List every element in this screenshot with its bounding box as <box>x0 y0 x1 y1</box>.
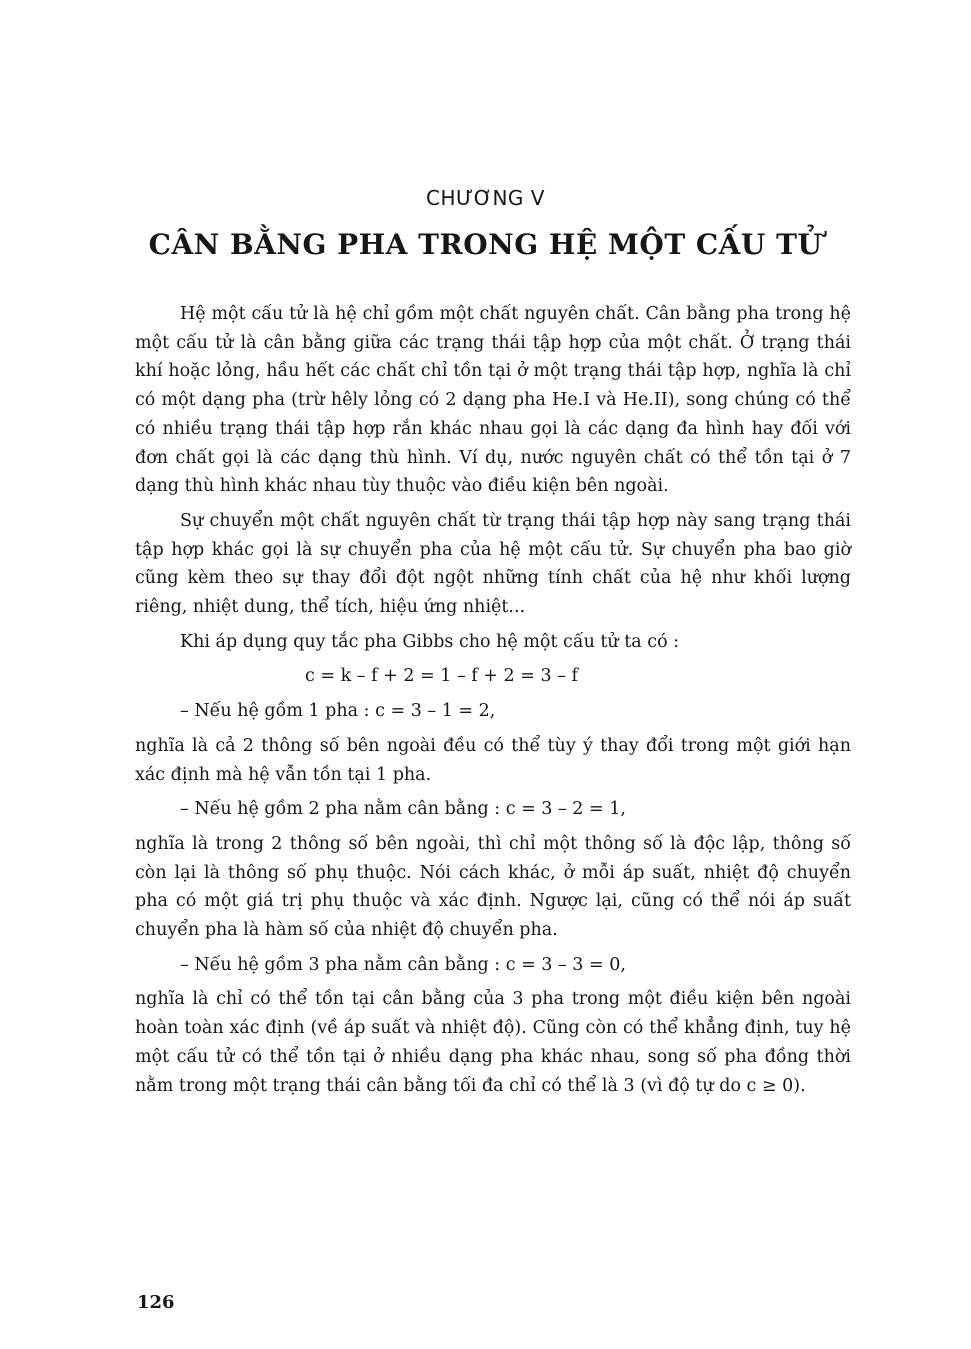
paragraph-three-phases-explanation: nghĩa là chỉ có thể tồn tại cân bằng của 3 pha trong một điều kiện bên ngoài hoàn toàn xác định (về áp suất và nhiệt độ). Cũng còn có thể khẳng định, tuy hệ một cấu tử có thể tồn tại ở nhiều dạng pha khác nhau, song số pha đồng thời nằm trong một trạng thái cân bằng tối đa chỉ có thể là 3 (vì độ tự do c ≥ 0). <box>135 989 851 1096</box>
paragraph-phase-transition: Sự chuyển một chất nguyên chất từ trạng thái tập hợp này sang trạng thái tập hợp khác gọi là sự chuyển pha của hệ một cấu tử. Sự chuyển pha bao giờ cũng kèm theo sự thay đổi đột ngột những tính chất của hệ như khối lượng riêng, nhiệt dung, thể tích, hiệu ứng nhiệt... <box>135 510 851 618</box>
paragraph-intro: Hệ một cấu tử là hệ chỉ gồm một chất nguyên chất. Cân bằng pha trong hệ một cấu tử là cân bằng giữa các trạng thái tập hợp của một chất. Ở trạng thái khí hoặc lỏng, hầu hết các chất chỉ tồn tại ở một trạng thái tập hợp, nghĩa là chỉ có một dạng pha (trừ hêly lỏng có 2 dạng pha He.I và He.II), song chúng có thể có nhiều trạng thái tập hợp rắn khác nhau gọi là các dạng đa hình hay đối với đơn chất gọi là các dạng thù hình. Ví dụ, nước nguyên chất có thể tồn tại ở 7 dạng thù hình khác nhau tùy thuộc vào điều kiện bên ngoài. <box>135 304 851 497</box>
case-two-phases: – Nếu hệ gồm 2 pha nằm cân bằng : c = 3 – 2 = 1, <box>180 799 626 820</box>
paragraph-one-phase-explanation: nghĩa là cả 2 thông số bên ngoài đều có thể tùy ý thay đổi trong một giới hạn xác định mà hệ vẫn tồn tại 1 pha. <box>135 735 851 785</box>
case-one-phase: – Nếu hệ gồm 1 pha : c = 3 – 1 = 2, <box>180 701 496 722</box>
paragraph-gibbs-rule: Khi áp dụng quy tắc pha Gibbs cho hệ một cấu tử ta có : <box>180 631 680 652</box>
paragraph-two-phases-explanation: nghĩa là trong 2 thông số bên ngoài, thì chỉ một thông số là độc lập, thông số còn lại là thông số phụ thuộc. Nói cách khác, ở mỗi áp suất, nhiệt độ chuyển pha có một giá trị phụ thuộc và xác định. Ngược lại, cũng có thể nói áp suất chuyển pha là hàm số của nhiệt độ chuyển pha. <box>135 833 851 941</box>
case-three-phases: – Nếu hệ gồm 3 pha nằm cân bằng : c = 3 – 3 = 0, <box>180 954 626 975</box>
body-text <box>135 300 851 1106</box>
chapter-title: CÂN BẰNG PHA TRONG HỆ MỘT CẤU TỬ <box>148 228 823 261</box>
page-number: 126 <box>137 1292 175 1313</box>
gibbs-equation: c = k – f + 2 = 1 – f + 2 = 3 – f <box>305 666 578 687</box>
chapter-label: CHƯƠNG V <box>426 186 545 210</box>
